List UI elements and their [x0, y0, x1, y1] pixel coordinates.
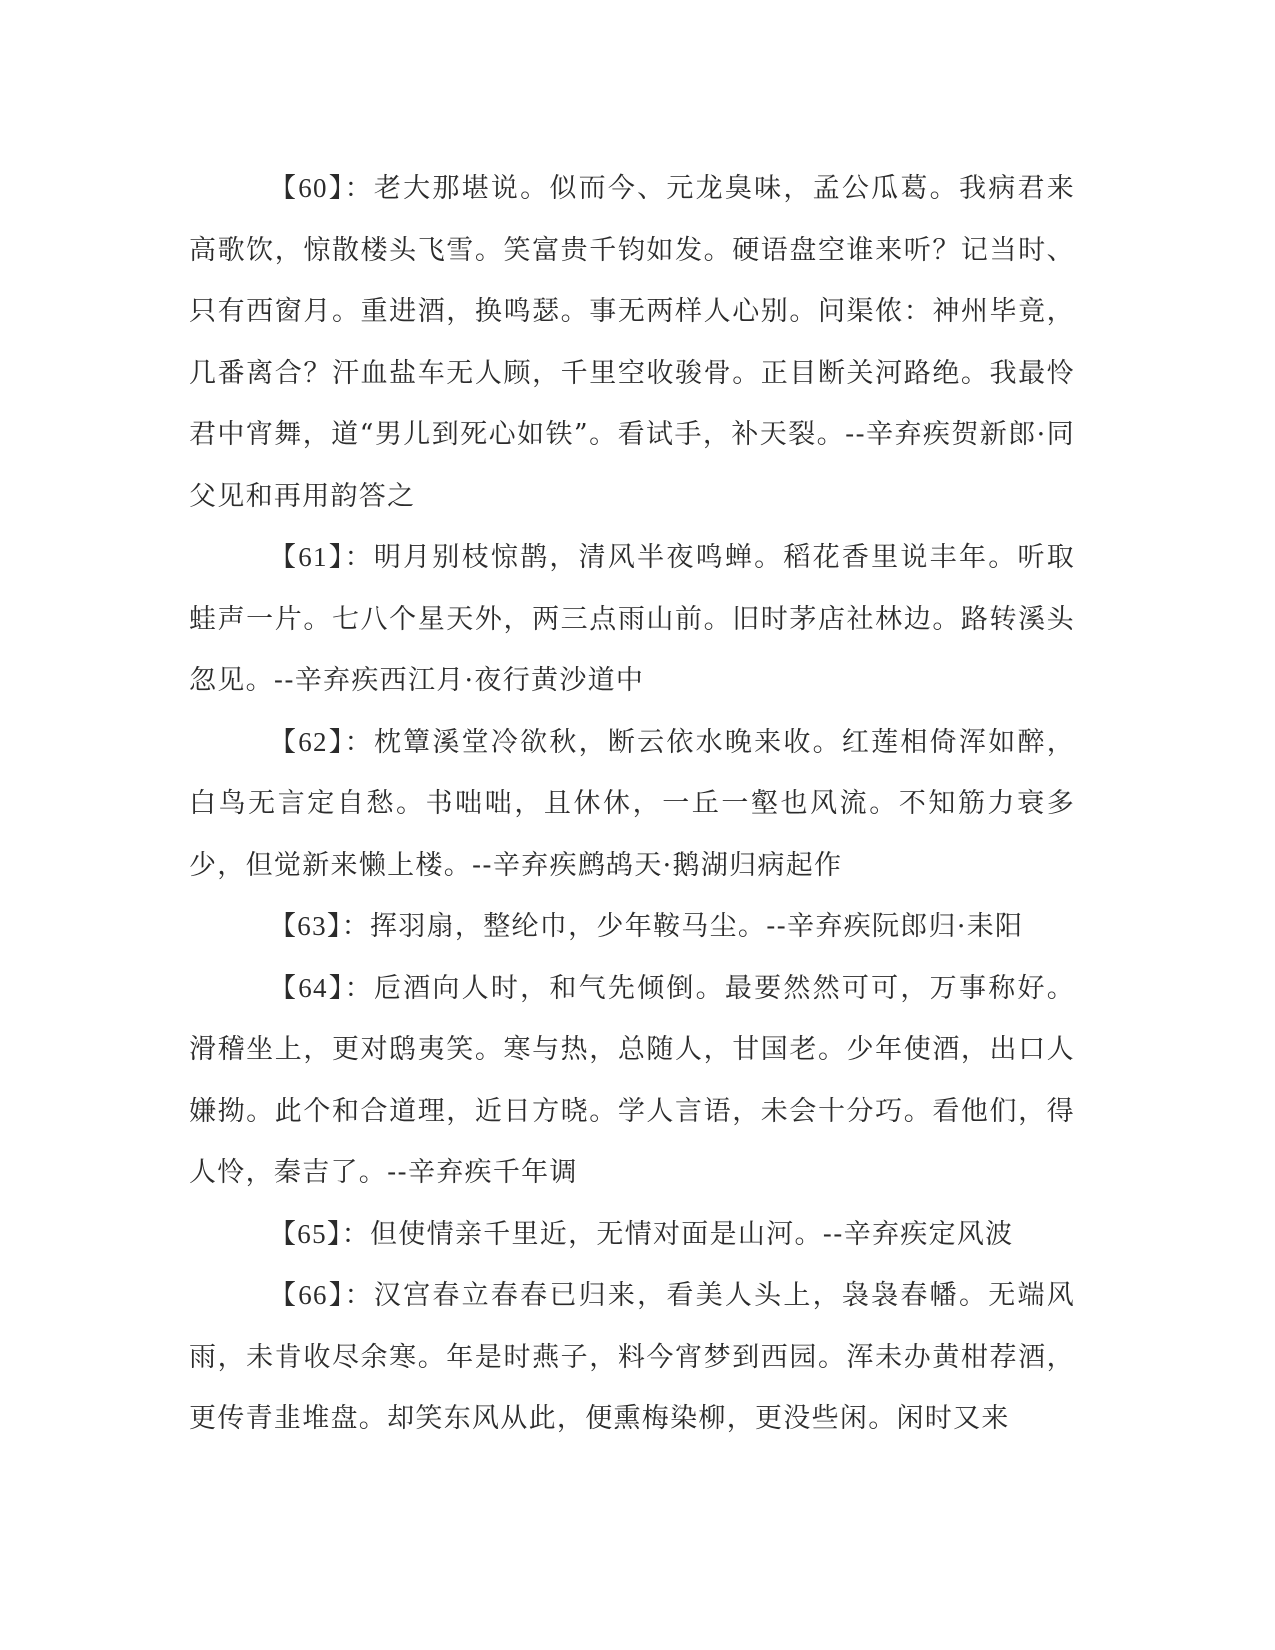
entry-60	[189, 158, 1075, 527]
poem-text-body	[189, 158, 1075, 1450]
entry-text: ：汉宫春立春春已归来，看美人头上，袅袅春幡。无端风雨，未肯收尽余寒。年是时燕子，料今宵梦到西园。浑未办黄柑荐酒，更传青韭堆盘。却笑东风从此，便熏梅染柳，更没些闲。闲时又来	[189, 1280, 1076, 1434]
entry-63	[189, 896, 1075, 958]
entry-62	[189, 712, 1075, 897]
entry-number: 【61】	[269, 542, 345, 572]
entry-text: ：老大那堪说。似而今、元龙臭味，孟公瓜葛。我病君来高歌饮，惊散楼头飞雪。笑富贵千钧如发。硬语盘空谁来听？记当时、只有西窗月。重进酒，换鸣瑟。事无两样人心别。问渠侬：神州毕竟，几番离合？汗血盐车无人顾，千里空收骏骨。正目断关河路绝。我最怜君中宵舞，道“男儿到死心如铁”。看试手，补天裂。--辛弃疾贺新郎·同父见和再用韵答之	[189, 173, 1076, 512]
entry-number: 【66】	[269, 1280, 345, 1310]
entry-number: 【60】	[269, 173, 345, 203]
entry-text: ：明月别枝惊鹊，清风半夜鸣蝉。稻花香里说丰年。听取蛙声一片。七八个星天外，两三点雨山前。旧时茅店社林边。路转溪头忽见。--辛弃疾西江月·夜行黄沙道中	[189, 542, 1076, 696]
entry-number: 【64】	[269, 972, 345, 1003]
entry-text: ：卮酒向人时，和气先倾倒。最要然然可可，万事称好。滑稽坐上，更对鸱夷笑。寒与热，总随人，甘国老。少年使酒，出口人嫌拗。此个和合道理，近日方晓。学人言语，未会十分巧。看他们，得人怜，秦吉了。--辛弃疾千年调	[189, 972, 1076, 1188]
entry-number: 【63】	[269, 911, 342, 941]
entry-66	[189, 1265, 1075, 1450]
entry-number: 【65】	[269, 1218, 342, 1249]
entry-number: 【62】	[269, 726, 345, 757]
entry-61	[189, 527, 1075, 712]
entry-64	[189, 958, 1075, 1204]
entry-text: ：但使情亲千里近，无情对面是山河。--辛弃疾定风波	[341, 1218, 1014, 1250]
entry-65	[189, 1204, 1075, 1266]
entry-text: ：枕簟溪堂冷欲秋，断云依水晚来收。红莲相倚浑如醉，白鸟无言定自愁。书咄咄，且休休，一丘一壑也风流。不知筋力衰多少，但觉新来懒上楼。--辛弃疾鹧鸪天·鹅湖归病起作	[189, 726, 1076, 881]
entry-text: ：挥羽扇，整纶巾，少年鞍马尘。--辛弃疾阮郎归·耒阳	[341, 911, 1024, 942]
